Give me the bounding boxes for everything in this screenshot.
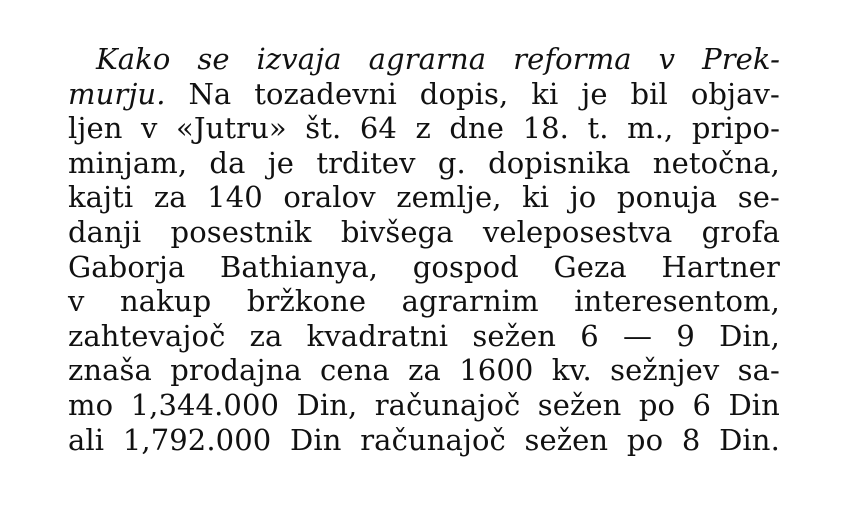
text-line [68, 42, 780, 77]
text-line [68, 146, 780, 181]
word: računajoč [360, 422, 506, 457]
word: sežen [472, 318, 557, 353]
word: z [415, 111, 431, 146]
word: 18. [522, 111, 569, 146]
word: v [68, 284, 85, 319]
word: grofa [701, 214, 780, 249]
word: Na [188, 76, 232, 111]
headline-word: murju. [68, 76, 166, 111]
word: oralov [283, 180, 376, 215]
word: netočna, [652, 145, 780, 180]
word: 6 [580, 318, 599, 353]
word: Din. [719, 422, 780, 457]
word: 6 [692, 387, 712, 422]
word: interesentom, [574, 284, 780, 319]
word: 1,792.000 [122, 422, 272, 457]
text-line [68, 353, 780, 388]
word: ljen [68, 111, 123, 146]
word: g. [437, 145, 466, 180]
word: v [141, 111, 158, 146]
word: gospod [412, 249, 519, 284]
word: 140 [207, 180, 263, 215]
text-line [68, 284, 780, 319]
word: jo [569, 180, 597, 215]
word: — [623, 318, 653, 353]
word: Gaborja [68, 249, 186, 284]
word: sa- [737, 353, 780, 388]
word: 9 [676, 318, 695, 353]
word: ponuja [616, 180, 718, 215]
word: minjam, [68, 145, 188, 180]
word: za [153, 180, 187, 215]
headline-word: se [197, 42, 230, 76]
word: za [249, 318, 283, 353]
word: mo [68, 387, 114, 422]
text-line [68, 215, 780, 250]
word: sežnjev [610, 353, 720, 388]
word: 8 [681, 422, 701, 457]
article-text [68, 42, 780, 457]
word: objav- [690, 76, 780, 111]
word: računajoč [374, 387, 521, 422]
word: Hartner [661, 249, 780, 284]
word: kv. [551, 353, 592, 388]
word: ki [531, 76, 559, 111]
word: prodajna [170, 353, 302, 388]
word: posestnik [170, 214, 312, 249]
word: nakup [120, 284, 212, 319]
word: Geza [553, 249, 627, 284]
word: zahtevajoč [68, 318, 226, 353]
word: veleposestva [482, 214, 673, 249]
word: bržkone [246, 284, 367, 319]
word: ali [68, 422, 105, 457]
word: 1,344.000 [130, 387, 280, 422]
word: Din, [296, 387, 358, 422]
word: cena [320, 353, 390, 388]
word: t. [587, 111, 609, 146]
text-line [68, 388, 780, 423]
word: Din, [719, 318, 780, 353]
word: št. [305, 111, 342, 146]
word: kajti [68, 180, 134, 215]
word: dopisnika [488, 145, 631, 180]
word: Bathianya, [220, 249, 379, 284]
word: Din [728, 387, 780, 422]
word: agrarnim [401, 284, 539, 319]
headline-word: izvaja [256, 42, 342, 76]
headline-word: Prek- [702, 42, 780, 76]
word: Din [290, 422, 342, 457]
word: se- [737, 180, 780, 215]
word: tozadevni [254, 76, 397, 111]
word: zemlje, [396, 180, 502, 215]
text-line [68, 250, 780, 285]
text-line [68, 319, 780, 354]
text-line [68, 77, 780, 112]
headline-word: reforma [513, 42, 632, 76]
word: po [626, 422, 664, 457]
word: trditev [316, 145, 416, 180]
word: bil [630, 76, 668, 111]
word: bivšega [340, 214, 454, 249]
word: da [209, 145, 246, 180]
word: «Jutru» [176, 111, 287, 146]
word: znaša [68, 353, 152, 388]
word: sežen [537, 387, 622, 422]
word: pripo- [691, 111, 780, 146]
word: sežen [524, 422, 609, 457]
word: dne [449, 111, 505, 146]
word: je [267, 145, 295, 180]
word: 1600 [459, 353, 534, 388]
headline-word: v [658, 42, 676, 76]
word: po [638, 387, 676, 422]
word: 64 [359, 111, 397, 146]
word: kvadratni [306, 318, 449, 353]
word: m., [627, 111, 674, 146]
word: za [408, 353, 441, 388]
text-line [68, 423, 780, 458]
text-line [68, 180, 780, 215]
word: je [581, 76, 608, 111]
word: ki [522, 180, 550, 215]
word: dopis, [419, 76, 509, 111]
headline-word: agrarna [368, 42, 487, 76]
text-line [68, 111, 780, 146]
word: danji [68, 214, 142, 249]
headline-word: Kako [96, 42, 171, 76]
